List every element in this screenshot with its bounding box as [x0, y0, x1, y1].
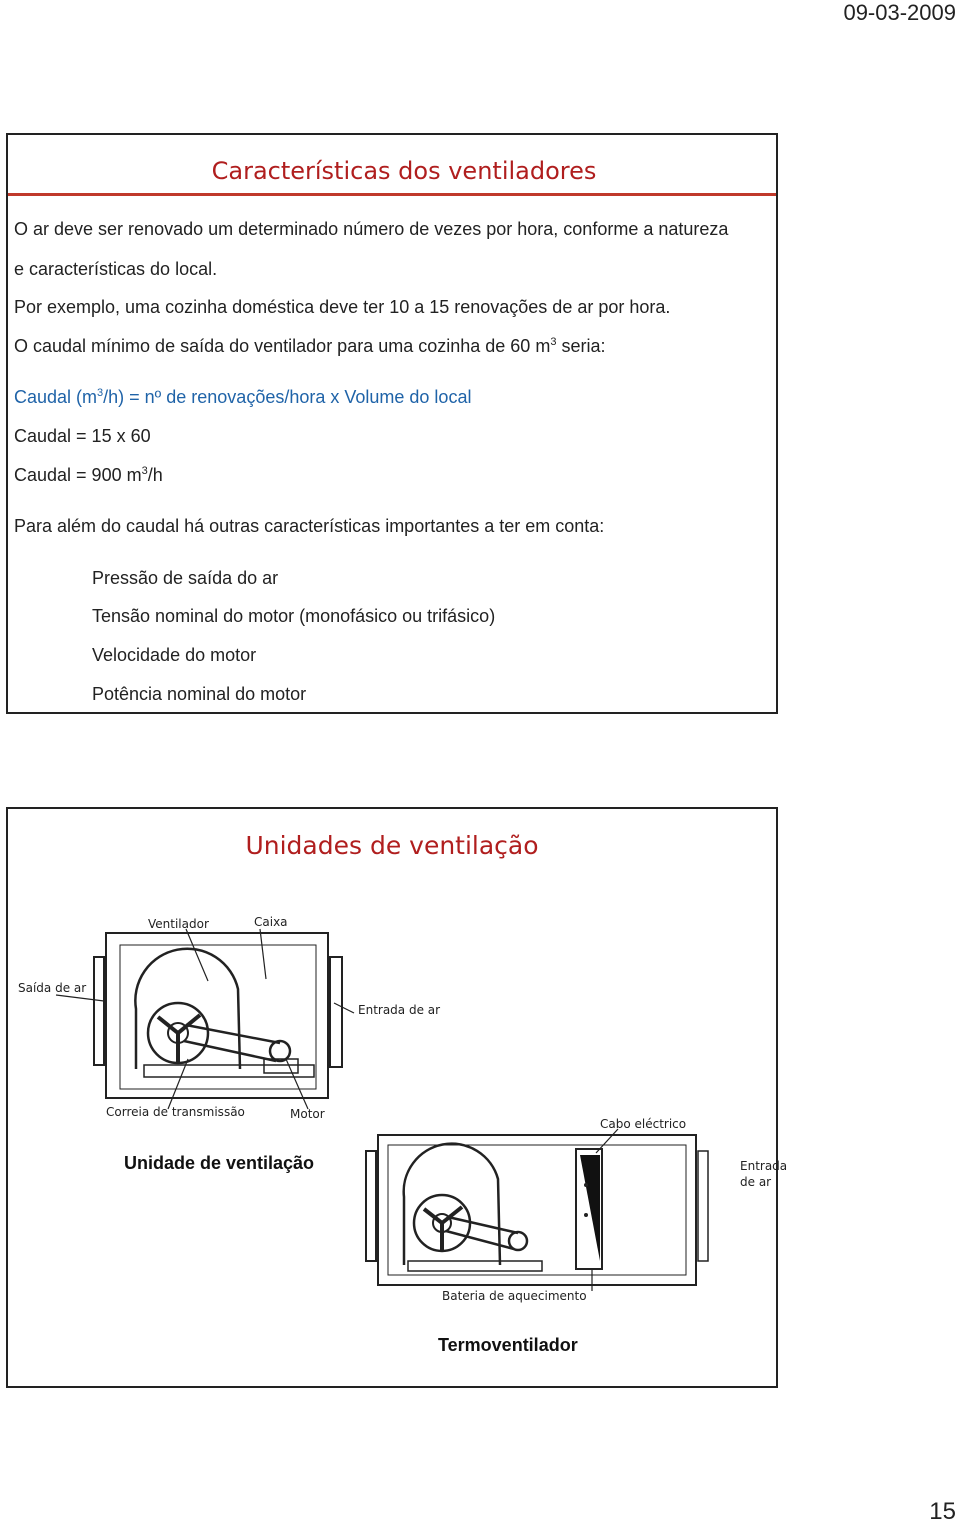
label-motor: Motor: [290, 1107, 325, 1121]
thermoventilator-diagram: [348, 1115, 778, 1315]
slide-title: Características dos ventiladores: [211, 157, 597, 185]
ventilation-unit-figure: [8, 909, 488, 1129]
figure-caption: Termoventilador: [438, 1335, 578, 1355]
slide-ventilator-characteristics: [6, 133, 778, 714]
paragraph-line: [14, 336, 605, 357]
header-date: 09-03-2009: [843, 0, 956, 25]
paragraph-line: e características do local.: [14, 259, 218, 279]
label-saida-ar: Saída de ar: [18, 981, 87, 995]
figure-caption: Unidade de ventilação: [124, 1153, 315, 1173]
label-ventilador: Ventilador: [148, 917, 209, 931]
text-part: seria:: [556, 336, 606, 356]
list-item: Tensão nominal do motor (monofásico ou trifásico): [92, 606, 496, 626]
slide-ventilation-units: [6, 807, 788, 1388]
list-item: Pressão de saída do ar: [92, 568, 279, 588]
title-divider: [8, 193, 776, 196]
page-number: 15: [929, 1498, 956, 1525]
superscript: 3: [141, 465, 148, 477]
label-entrada-ar-line1: Entrada: [740, 1159, 788, 1173]
text-part: /h) = nº de renovações/hora x Volume do local: [103, 387, 472, 407]
ventilation-unit-diagram: [8, 909, 488, 1129]
text-part: Caudal = 900 m: [14, 465, 142, 485]
list-item: Potência nominal do motor: [92, 684, 307, 704]
thermoventilator-figure: [348, 1115, 788, 1315]
label-entrada-ar-line2: de ar: [740, 1175, 772, 1189]
list-item: Velocidade do motor: [92, 645, 257, 665]
formula: [14, 387, 471, 408]
text-part: O caudal mínimo de saída do ventilador para uma cozinha de 60 m: [14, 336, 551, 356]
text-part: /h: [147, 465, 163, 485]
label-entrada-ar: Entrada de ar: [358, 1003, 441, 1017]
superscript: 3: [550, 336, 557, 348]
label-cabo-electrico: Cabo eléctrico: [600, 1117, 687, 1131]
paragraph-line: O ar deve ser renovado um determinado número de vezes por hora, conforme a natureza: [14, 219, 729, 239]
label-correia: Correia de transmissão: [106, 1105, 245, 1119]
superscript: 3: [97, 387, 104, 399]
paragraph-line: Por exemplo, uma cozinha doméstica deve ter 10 a 15 renovações de ar por hora.: [14, 297, 671, 317]
slide-title: Unidades de ventilação: [245, 831, 539, 860]
label-caixa: Caixa: [254, 915, 288, 929]
list-intro: Para além do caudal há outras características importantes a ter em conta:: [14, 516, 605, 536]
label-bateria-aquecimento: Bateria de aquecimento: [442, 1289, 587, 1303]
calculation: [14, 465, 163, 486]
calculation: Caudal = 15 x 60: [14, 426, 151, 446]
text-part: Caudal (m: [14, 387, 98, 407]
